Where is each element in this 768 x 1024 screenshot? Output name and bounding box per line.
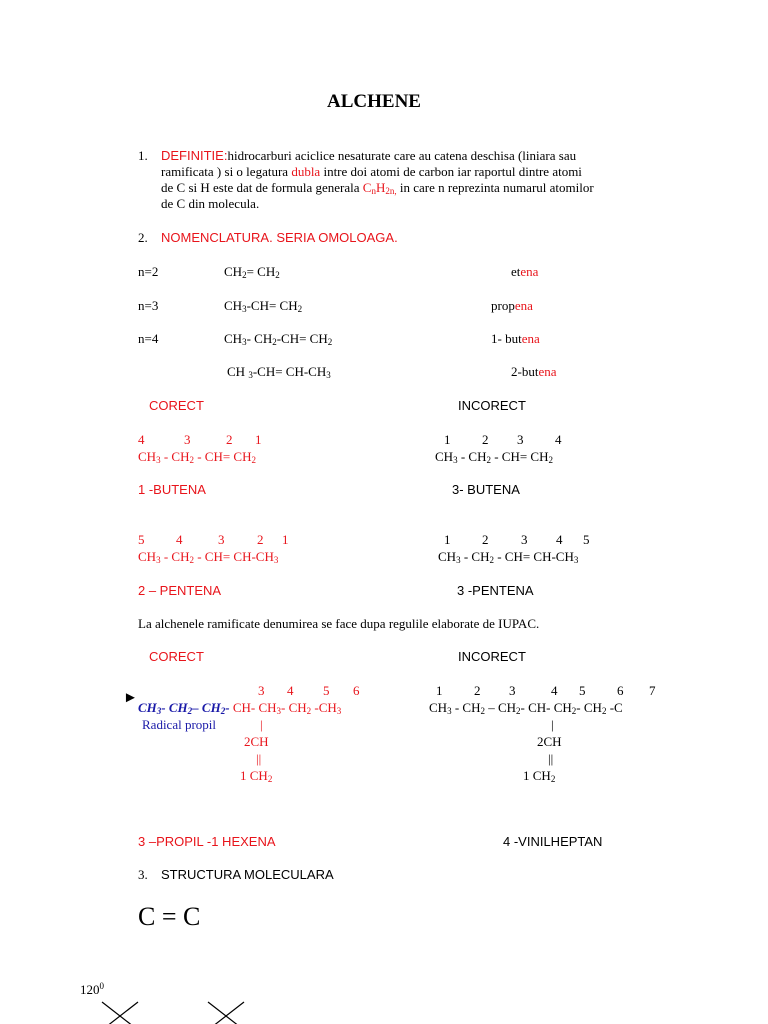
carbon-number: 6 xyxy=(617,683,624,698)
vinyl-ch2: 1 $CH_2$ xyxy=(240,768,273,784)
radical-label: Radical propil xyxy=(142,717,217,732)
definition-line-1: DEFINITIE:hidrocarburi aciclice nesaturate care au catena deschisa (liniara sau xyxy=(161,148,577,163)
series-n4: n=4 xyxy=(138,331,159,346)
carbon-number: 1 xyxy=(255,432,262,447)
double-bond-mark: || xyxy=(548,751,554,766)
formula-ethene: $CH_2= CH_2$ xyxy=(224,264,280,280)
name-propene: propena xyxy=(491,298,533,313)
carbon-number: 2 xyxy=(474,683,481,698)
carbon-number: 1 xyxy=(436,683,443,698)
bond-geometry-diagram xyxy=(96,998,256,1024)
definition-line-4: de C din molecula. xyxy=(161,196,260,211)
correct-heading: CORECT xyxy=(149,398,204,413)
formula-vinylheptane: $CH_3 - CH_2 - CH_2-$ CH- $CH_2-$ $CH_2$ -C xyxy=(429,700,623,716)
nomenclature-heading: NOMENCLATURA. SERIA OMOLOAGA. xyxy=(161,230,398,245)
definition-line-2: ramificata ) si o legatura dubla intre doi atomi de carbon iar raportul dintre atomi xyxy=(161,164,582,179)
formula-pentene-incorrect: $CH_3 - CH_2 - CH= CH-CH_3$ xyxy=(438,549,579,565)
vinyl-ch: 2CH xyxy=(244,734,269,749)
carbon-number: 2 xyxy=(226,432,233,447)
name-ethene: etena xyxy=(511,264,539,279)
formula-pentene-correct: $CH_3 - CH_2 - CH= CH-CH_3$ xyxy=(138,549,279,565)
name-correct: 2 – PENTENA xyxy=(138,583,222,598)
carbon-number: 2 xyxy=(482,532,489,547)
definition-number: 1. xyxy=(138,148,148,163)
name-incorrect: 3- BUTENA xyxy=(452,482,520,497)
carbon-number: 4 xyxy=(287,683,294,698)
name-incorrect: 3 -PENTENA xyxy=(457,583,534,598)
carbon-number: 5 xyxy=(138,532,145,547)
carbon-number: 7 xyxy=(649,683,656,698)
carbon-number: 4 xyxy=(138,432,145,447)
formula-propene: $CH_3-CH= CH_2$ xyxy=(224,298,303,314)
carbon-number: 6 xyxy=(353,683,360,698)
name-2-butene: 2-butena xyxy=(511,364,557,379)
incorrect-heading: INCORECT xyxy=(458,649,526,664)
carbon-number: 5 xyxy=(323,683,330,698)
carbon-number: 2 xyxy=(482,432,489,447)
page-title: ALCHENE xyxy=(327,91,421,112)
double-bond-formula: C = C xyxy=(138,902,201,931)
carbon-number: 4 xyxy=(555,432,562,447)
name-correct: 1 -BUTENA xyxy=(138,482,206,497)
name-incorrect: 4 -VINILHEPTAN xyxy=(503,834,603,849)
carbon-number: 5 xyxy=(579,683,586,698)
carbon-number: 4 xyxy=(556,532,563,547)
vinyl-ch: 2CH xyxy=(537,734,562,749)
carbon-number: 1 xyxy=(282,532,289,547)
name-correct: 3 –PROPIL -1 HEXENA xyxy=(138,834,276,849)
single-bond-mark: | xyxy=(551,717,554,732)
vinyl-ch2: 1 $CH_2$ xyxy=(523,768,556,784)
carbon-number: 3 xyxy=(258,683,265,698)
carbon-number: 4 xyxy=(551,683,558,698)
formula-butene-correct: $CH_3 - CH_2 - CH= CH_2$ xyxy=(138,449,256,465)
general-formula: $C_nH_{2n,}$ xyxy=(362,180,397,196)
carbon-number: 1 xyxy=(444,532,451,547)
carbon-number: 5 xyxy=(583,532,590,547)
series-n2: n=2 xyxy=(138,264,159,279)
formula-1-butene: $CH_3-$ $CH_2-CH= CH_2$ xyxy=(224,331,333,347)
correct-heading: CORECT xyxy=(149,649,204,664)
definition-line-3: de C si H este dat de formula generala $C_nH_{2n,}$ in care n reprezinta numarul atomilor xyxy=(161,180,594,196)
series-n3: n=3 xyxy=(138,298,159,313)
incorrect-heading: INCORECT xyxy=(458,398,526,413)
double-bond-mark: || xyxy=(256,751,262,766)
carbon-number: 3 xyxy=(521,532,528,547)
definition-label: DEFINITIE: xyxy=(161,148,228,163)
structure-number: 3. xyxy=(138,867,148,882)
formula-2-butene: CH $_3-CH= CH-CH_3$ xyxy=(227,364,331,380)
formula-propylhexene: $CH_3-$ $CH_2-$ $CH_2-$ CH- $CH_3-$ $CH_2$ $-CH_3$ xyxy=(138,700,342,716)
carbon-number: 3 xyxy=(517,432,524,447)
carbon-number: 3 xyxy=(509,683,516,698)
carbon-number: 2 xyxy=(257,532,264,547)
carbon-number: 3 xyxy=(184,432,191,447)
name-1-butene: 1- butena xyxy=(491,331,540,346)
carbon-number: 3 xyxy=(218,532,225,547)
bond-angle: $120^0$ xyxy=(80,981,104,997)
formula-butene-incorrect: $CH_3 - CH_2 - CH= CH_2$ xyxy=(435,449,553,465)
single-bond-mark: | xyxy=(260,717,263,732)
structure-heading: STRUCTURA MOLECULARA xyxy=(161,867,334,882)
carbon-number: 1 xyxy=(444,432,451,447)
branched-note: La alchenele ramificate denumirea se face dupa regulile elaborate de IUPAC. xyxy=(138,616,540,631)
arrow-pointer-icon: ► xyxy=(123,690,138,706)
carbon-number: 4 xyxy=(176,532,183,547)
nomenclature-number: 2. xyxy=(138,230,148,245)
dubla-highlight: dubla xyxy=(291,164,321,179)
